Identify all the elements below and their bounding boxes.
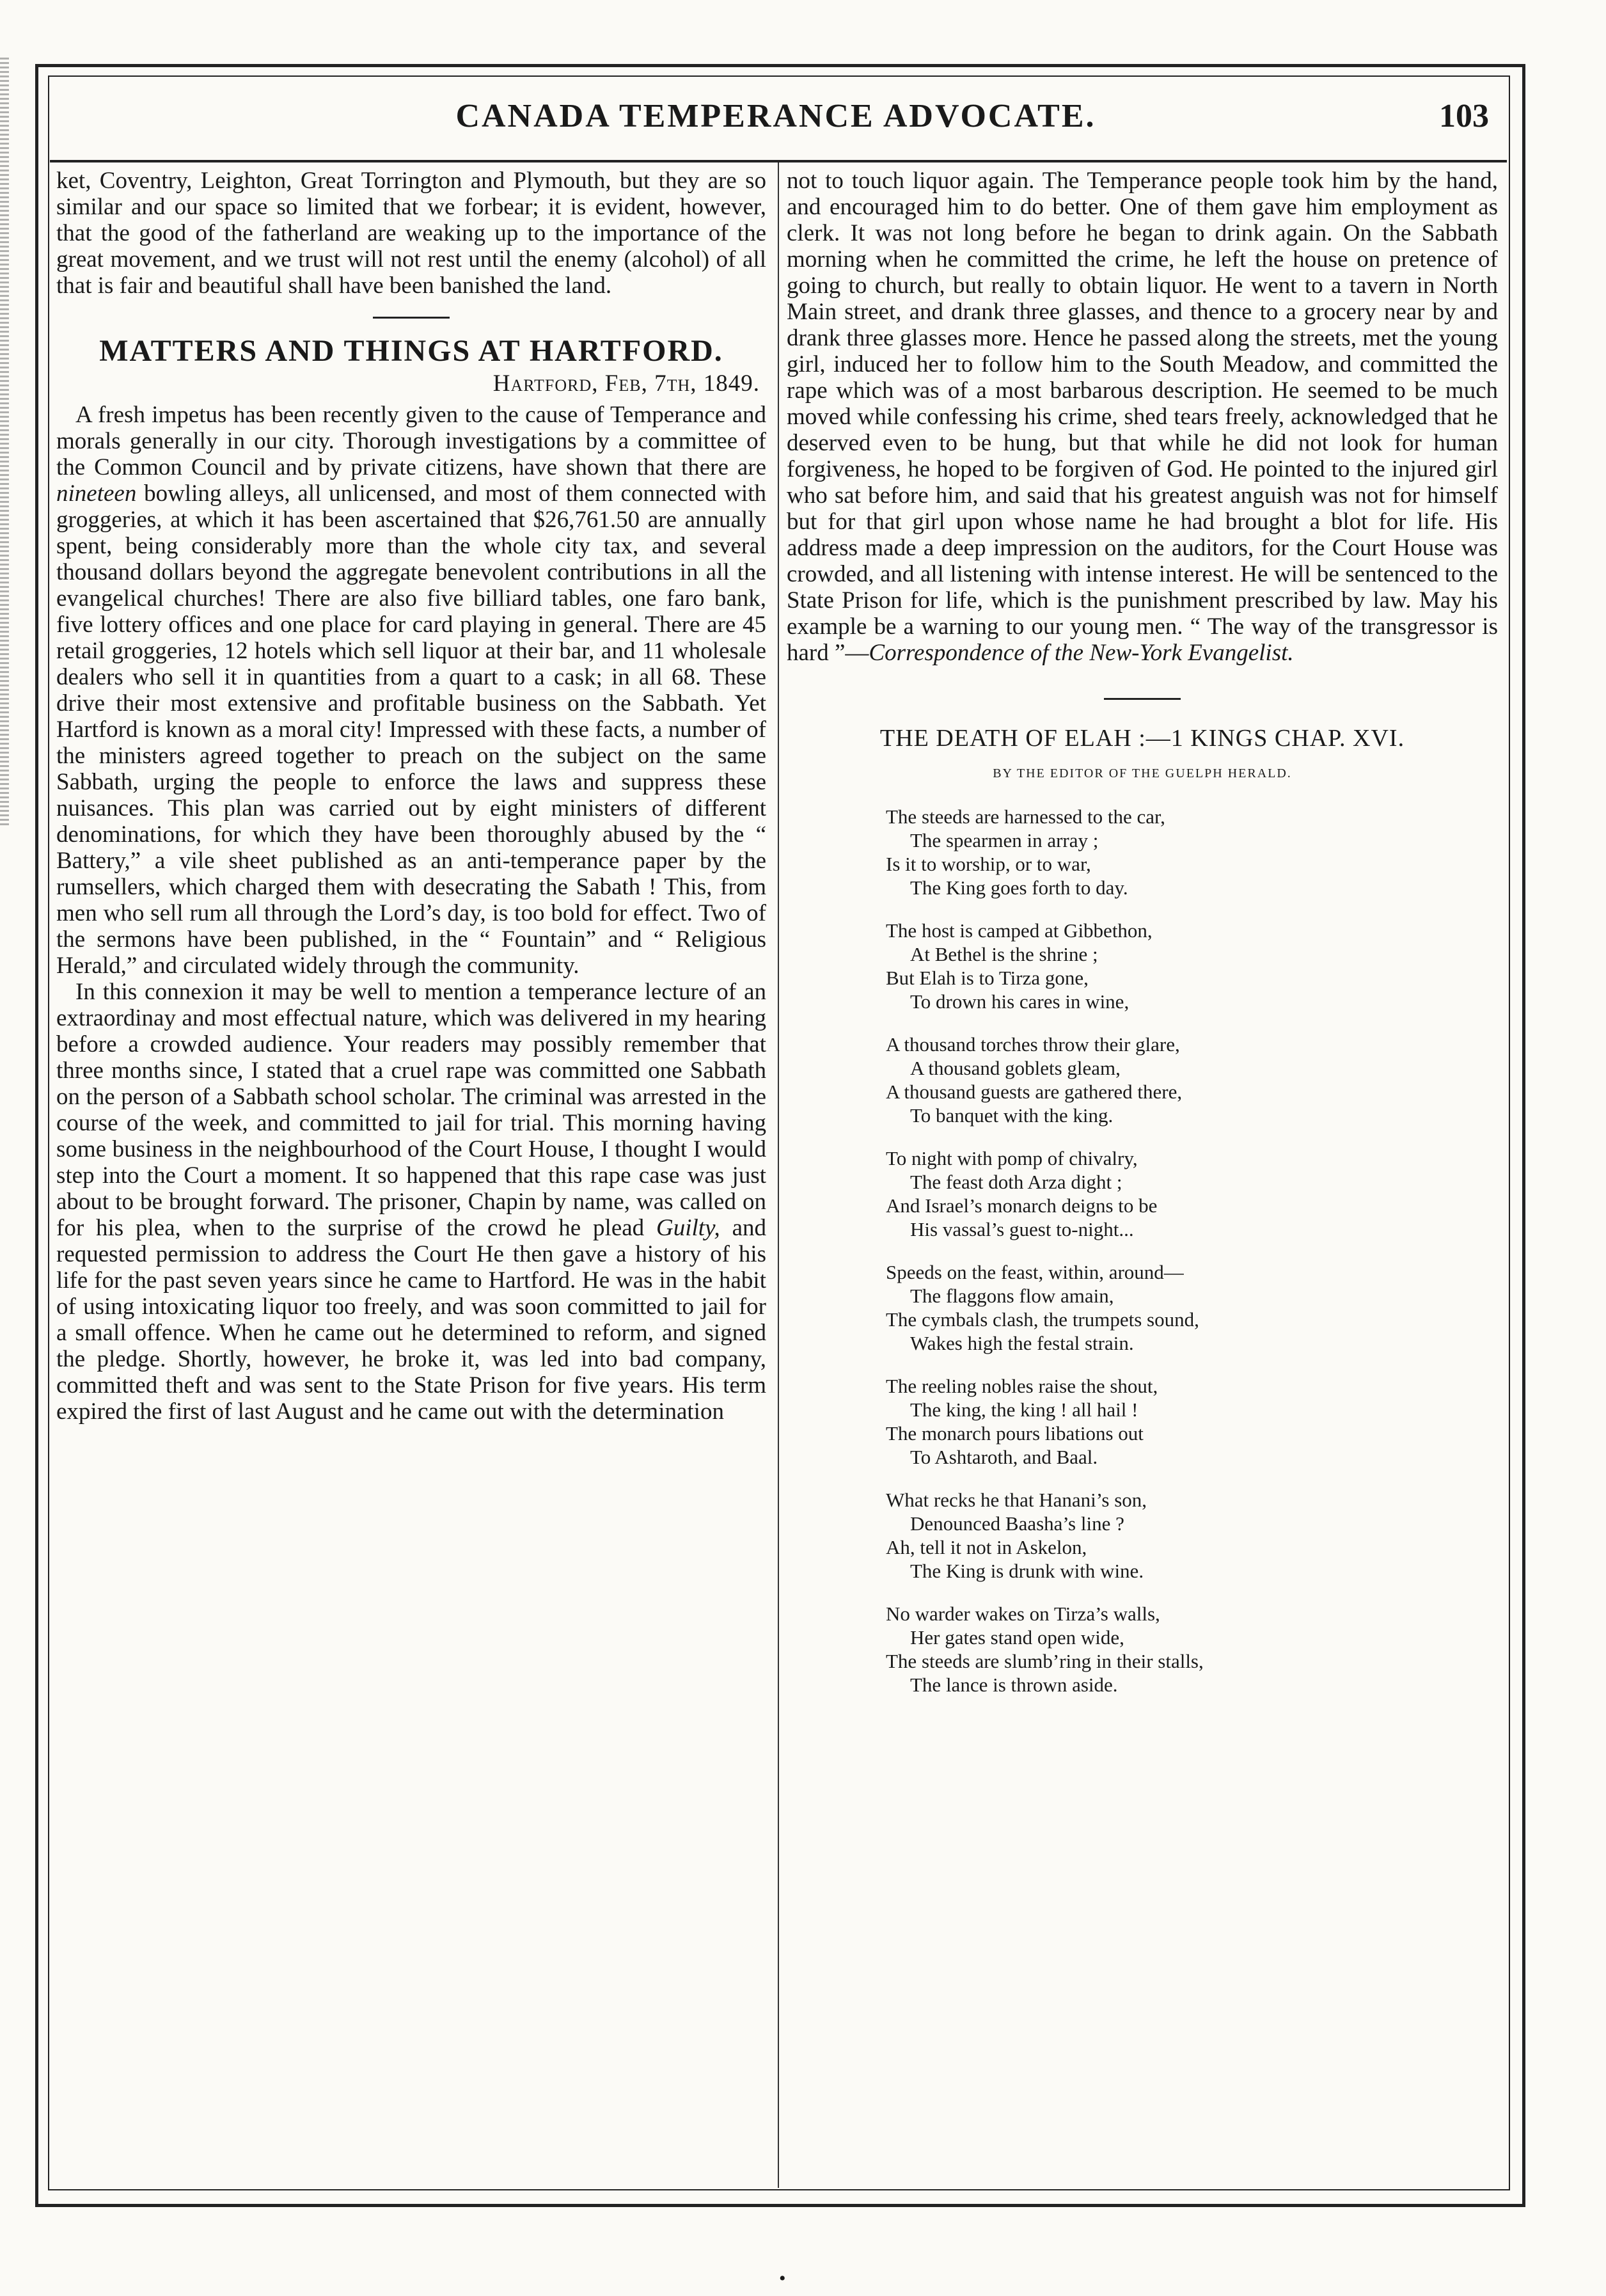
poem-line: The monarch pours libations out: [886, 1422, 1144, 1445]
poem-line: Is it to worship, or to war,: [886, 853, 1091, 875]
poem-stanza: [886, 1374, 1498, 1469]
poem-line: The feast doth Arza dight ;: [910, 1171, 1122, 1193]
poem-stanza: [886, 1488, 1498, 1583]
continued-article-text: ket, Coventry, Leighton, Great Torrington and Plymouth, but they are so similar and our space so limited that we forbear; it is evident, however, that the good of the fatherland are weaking up to the importance of the great movement, and we trust will not rest until the enemy (alcohol) of all that is fair and beautiful shall have been banished the land.: [56, 168, 766, 299]
poem-line: His vassal’s guest to-night...: [910, 1218, 1134, 1240]
poem-stanza: [886, 1146, 1498, 1241]
section-rule: [373, 317, 450, 319]
poem-line: Ah, tell it not in Askelon,: [886, 1536, 1087, 1558]
poem-line: The spearmen in array ;: [910, 829, 1099, 851]
right-column: [787, 168, 1498, 1716]
article-dateline: Hartford, Feb, 7th, 1849.: [492, 370, 760, 397]
poem-line: The reeling nobles raise the shout,: [886, 1375, 1158, 1397]
poem-line: The king, the king ! all hail !: [910, 1398, 1138, 1421]
poem-line: The steeds are harnessed to the car,: [886, 805, 1165, 828]
poem-line: But Elah is to Tirza gone,: [886, 967, 1089, 989]
poem-line: To night with pomp of chivalry,: [886, 1147, 1138, 1169]
poem-line: At Bethel is the shrine ;: [910, 943, 1098, 965]
article-paragraph: not to touch liquor again. The Temperance people took him by the hand, and encouraged him to do better. One of them gave him employment as clerk. It was not long before he began to drink again. On the Sabbath morning when he committed the crime, he left the house on pretence of going to church, but really to obtain liquor. He went to a tavern in North Main street, and drank three glasses, and thence to a grocery near by and drank three glasses more. Hence he passed along the streets, met the young girl, induced her to follow him to the South Meadow, and committed the rape which was of a most barbarous description. He seemed to be much moved while confessing his crime, shed tears freely, acknowledged that he deserved even to be hung, but that while he did not look for human forgiveness, he hoped to be forgiven of God. He pointed to the injured girl who sat before him, and said that his greatest anguish was not for himself but for that girl upon whose name he had brought a blot for life. His address made a deep impression on the auditors, for the Court House was crowded, and all listening with intense interest. He will be sentenced to the State Prison for life, which is the punishment prescribed by law. May his example be a warning to our young men. “ The way of the transgressor is hard ”—Correspondence of the New-York Evangelist.: [787, 168, 1498, 666]
poem-line: The King is drunk with wine.: [910, 1560, 1144, 1582]
poem-stanza: [886, 1033, 1498, 1127]
poem-line: The steeds are slumb’ring in their stalls,: [886, 1650, 1204, 1672]
poem-stanza: [886, 1260, 1498, 1355]
poem-line: The lance is thrown aside.: [910, 1674, 1118, 1696]
poem-line: The cymbals clash, the trumpets sound,: [886, 1308, 1199, 1331]
poem-line: No warder wakes on Tirza’s walls,: [886, 1603, 1160, 1625]
poem-line: To Ashtaroth, and Baal.: [910, 1446, 1098, 1468]
poem: [886, 805, 1498, 1697]
binding-edge: [0, 58, 9, 825]
footer-mark: •: [779, 2268, 786, 2289]
poem-line: The host is camped at Gibbethon,: [886, 919, 1153, 942]
article-paragraph: A fresh impetus has been recently given to the cause of Temperance and morals generally in our city. Thorough investigations by a committee of the Common Council and by private citizens, have shown that there are nineteen bowling alleys, all unlicensed, and most of them connected with groggeries, at which it has been ascertained that $26,761.50 are annually spent, being considerably more than the whole city tax, and several thousand dollars beyond the aggregate benevolent contributions in all the evangelical churches! There are also five billiard tables, one faro bank, five lottery offices and one place for card playing in general. There are 45 retail groggeries, 12 hotels which sell liquor at their bar, and 11 wholesale dealers who sell it in quantities from a quart to a cask; in all 68. These drive their most extensive and profitable business on the Sabbath. Yet Hartford is known as a moral city! Impressed with these facts, a number of the ministers agreed together to preach on the subject on the same Sabbath, urging the people to enforce the laws and suppress these nuisances. This plan was carried out by eight ministers of different denominations, for which they have been thoroughly abused by the “ Battery,” a vile sheet published as an anti-temperance paper by the rumsellers, which charged them with desecrating the Sabath ! This, from men who sell rum all through the Lord’s day, is too bold for effect. Two of the sermons have been published, in the “ Fountain” and “ Religious Herald,” and circulated widely through the community.: [56, 402, 766, 979]
poem-line: What recks he that Hanani’s son,: [886, 1489, 1147, 1511]
left-column: [56, 168, 766, 1425]
poem-line: Speeds on the feast, within, around—: [886, 1261, 1184, 1283]
poem-title: THE DEATH OF ELAH :—1 KINGS CHAP. XVI.: [879, 725, 1405, 752]
poem-line: Denounced Baasha’s line ?: [910, 1512, 1124, 1535]
section-rule: [1104, 698, 1181, 700]
poem-line: The King goes forth to day.: [910, 876, 1128, 899]
poem-line: Wakes high the festal strain.: [910, 1332, 1134, 1354]
poem-stanza: [886, 805, 1498, 899]
poem-line: The flaggons flow amain,: [910, 1285, 1114, 1307]
column-divider: [778, 162, 779, 2188]
page-number: 103: [1439, 98, 1489, 134]
poem-byline: BY THE EDITOR OF THE GUELPH HERALD.: [993, 766, 1292, 780]
poem-line: And Israel’s monarch deigns to be: [886, 1194, 1158, 1217]
poem-stanza: [886, 919, 1498, 1013]
poem-line: A thousand torches throw their glare,: [886, 1033, 1180, 1056]
poem-line: To drown his cares in wine,: [910, 990, 1130, 1013]
article-title: MATTERS AND THINGS AT HARTFORD.: [99, 334, 723, 368]
poem-line: A thousand guests are gathered there,: [886, 1081, 1183, 1103]
poem-line: A thousand goblets gleam,: [910, 1057, 1121, 1079]
poem-stanza: [886, 1602, 1498, 1697]
poem-line: To banquet with the king.: [910, 1104, 1114, 1127]
publication-title: CANADA TEMPERANCE ADVOCATE.: [455, 98, 1096, 134]
poem-line: Her gates stand open wide,: [910, 1626, 1124, 1649]
page-header: [50, 90, 1502, 154]
article-paragraph: In this connexion it may be well to mention a temperance lecture of an extraordinay and most effectual nature, which was delivered in my hearing before a crowded audience. Your readers may possibly remember that three months since, I stated that a cruel rape was committed one Sabbath on the person of a Sabbath school scholar. The criminal was arrested in the course of the week, and committed to jail for trial. This morning having some business in the neighbourhood of the Court House, I thought I would step into the Court a moment. It so happened that this rape case was just about to be brought forward. The prisoner, Chapin by name, was called on for his plea, when to the surprise of the crowd he plead Guilty, and requested permission to address the Court He then gave a history of his life for the past seven years since he came to Hartford. He was in the habit of using intoxicating liquor too freely, and was soon committed to jail for a small offence. When he came out he determined to reform, and signed the pledge. Shortly, however, he broke it, was led into bad company, committed theft and was sent to the State Prison for five years. His term expired the first of last August and he came out with the determination: [56, 979, 766, 1425]
